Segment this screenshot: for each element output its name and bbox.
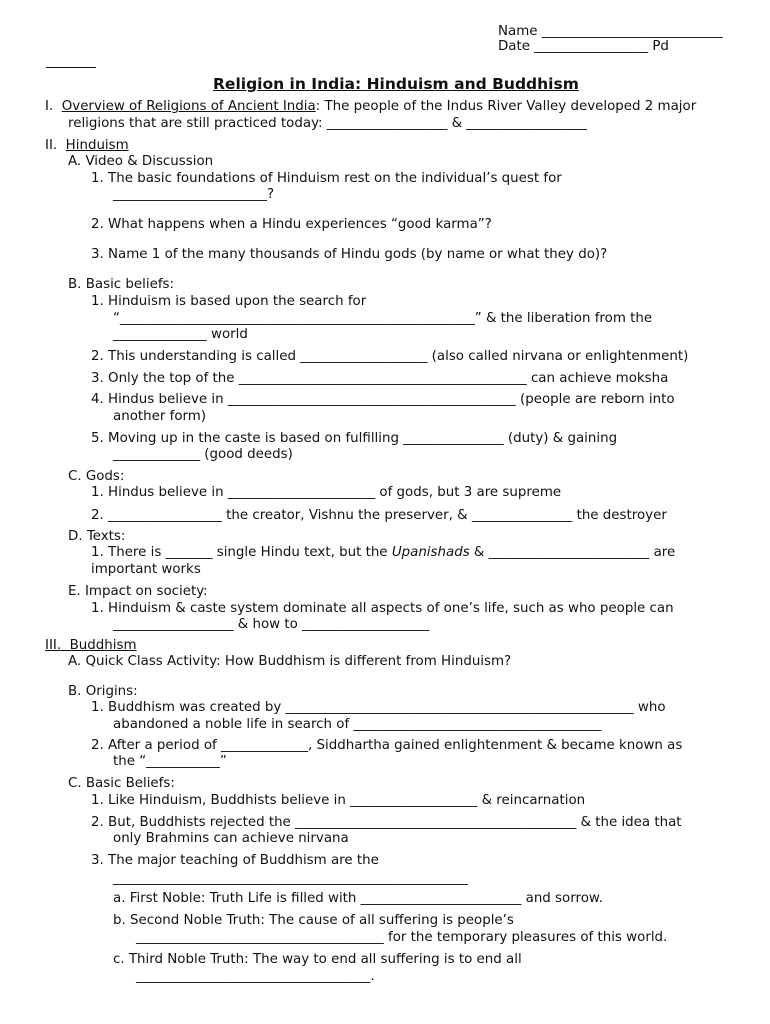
date-period-line: Date _________________ Pd [498,39,669,54]
section-1-text: : The people of the Indus River Valley developed 2 major [315,99,697,114]
buddhism-c-q3-blank: _____________________________________________________ [113,871,468,886]
hinduism-e-q1-line2: __________________ & how to ___________________ [113,617,430,632]
hinduism-d-heading: D. Texts: [68,529,126,544]
hinduism-b-q3: 3. Only the top of the ___________________________________________ can achieve moksha [91,371,669,386]
hinduism-b-q5: 5. Moving up in the caste is based on fulfilling _______________ (duty) & gaining [91,431,618,446]
buddhism-a-heading: A. Quick Class Activity: How Buddhism is different from Hinduism? [68,654,512,669]
section-3-number: III. [45,638,62,653]
page-title: Religion in India: Hinduism and Buddhism [213,75,579,93]
hinduism-a-q1-blank: _______________________? [113,187,275,202]
hinduism-b-q4-line2: another form) [113,409,207,424]
hinduism-d-q1-start: 1. There is _______ single Hindu text, but the [91,545,392,560]
buddhism-c-q3: 3. The major teaching of Buddhism are the [91,853,379,868]
hinduism-b-heading: B. Basic beliefs: [68,277,175,292]
section-1-line [45,99,696,115]
hinduism-a-q1: 1. The basic foundations of Hinduism rest on the individual’s quest for [91,171,562,186]
hinduism-b-q2: 2. This understanding is called ___________________ (also called nirvana or enlightenment) [91,349,689,364]
hinduism-d-q1 [91,545,675,561]
hinduism-a-q2: 2. What happens when a Hindu experiences “good karma”? [91,217,492,232]
buddhism-b-q2: 2. After a period of _____________, Siddhartha gained enlightenment & became known as [91,738,683,753]
hinduism-a-heading: A. Video & Discussion [68,154,214,169]
hinduism-e-q1: 1. Hinduism & caste system dominate all aspects of one’s life, such as who people can [91,601,674,616]
buddhism-b-heading: B. Origins: [68,684,138,699]
upanishads-text: Upanishads [391,545,470,560]
hinduism-d-q1-end: & ________________________ are [469,545,676,560]
noble-truth-c: c. Third Noble Truth: The way to end all suffering is to end all [113,952,522,967]
section-2-heading: Hinduism [65,138,129,153]
noble-truth-b: b. Second Noble Truth: The cause of all suffering is people’s [113,913,514,928]
buddhism-c-heading: C. Basic Beliefs: [68,776,175,791]
hinduism-c-heading: C. Gods: [68,469,125,484]
name-line: Name ___________________________ [498,24,723,39]
hinduism-e-heading: E. Impact on society: [68,584,208,599]
section-2-line [45,138,129,154]
hinduism-b-q1-line2: “_____________________________________________________” & the liberation from the [113,311,653,326]
section-1-continuation: religions that are still practiced today: __________________ & __________________ [68,116,587,131]
buddhism-b-q1-line2: abandoned a noble life in search of _____________________________________ [113,717,602,732]
buddhism-b-q2-line2: the “___________” [113,754,227,769]
hinduism-d-q1-line2: important works [91,562,201,577]
hinduism-b-q1: 1. Hinduism is based upon the search for [91,294,367,309]
section-1-number: I. [45,99,54,114]
section-3-heading: Buddhism [69,638,137,653]
buddhism-b-q1: 1. Buddhism was created by ____________________________________________________ who [91,700,666,715]
section-3-line [45,638,137,654]
buddhism-c-q2: 2. But, Buddhists rejected the __________________________________________ & the idea that [91,815,682,830]
noble-truth-b-line2: _____________________________________ for the temporary pleasures of this world. [136,930,668,945]
hinduism-b-q4: 4. Hindus believe in ___________________________________________ (people are reborn into [91,392,675,407]
hinduism-c-q1: 1. Hindus believe in ______________________ of gods, but 3 are supreme [91,485,562,500]
section-2-number: II. [45,138,58,153]
hinduism-c-q2: 2. _________________ the creator, Vishnu the preserver, & _______________ the destroyer [91,508,667,523]
buddhism-c-q1: 1. Like Hinduism, Buddhists believe in ___________________ & reincarnation [91,793,586,808]
hinduism-b-q1-line3: ______________ world [113,327,248,342]
section-1-heading: Overview of Religions of Ancient India [61,99,316,114]
noble-truth-c-line2: ___________________________________. [136,969,375,984]
noble-truth-a: a. First Noble: Truth Life is filled with ________________________ and sorrow. [113,891,603,906]
buddhism-c-q2-line2: only Brahmins can achieve nirvana [113,831,349,846]
header-rule [46,67,96,68]
hinduism-b-q5-line2: _____________ (good deeds) [113,447,293,462]
hinduism-a-q3: 3. Name 1 of the many thousands of Hindu gods (by name or what they do)? [91,247,608,262]
